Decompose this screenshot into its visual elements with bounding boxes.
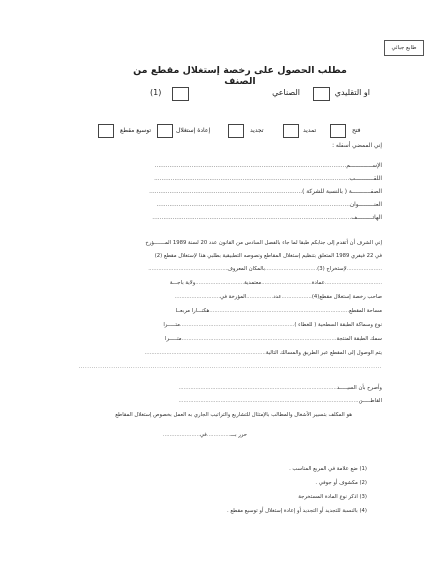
note-3: (3) اذكر نوع المادة المستخرجة	[298, 494, 367, 500]
body-line-access	[145, 350, 382, 356]
governorate-input[interactable]: .............................	[195, 280, 245, 286]
field-phone-row	[152, 215, 382, 221]
type-industrial-checkbox[interactable]	[313, 87, 330, 101]
license-holder-label: صاحب رخصة إستغلال مقطع(4)	[311, 294, 382, 300]
note-4: (4) بالنسبة للتجديد أو التجديد أو إعادة إستغلال أو توسيع مقطع .	[226, 508, 367, 514]
type-traditional-checkbox[interactable]	[172, 87, 189, 101]
body-line-dwelling	[178, 398, 382, 404]
body-line-deposit	[165, 336, 382, 342]
extract-label: لإستخراج (3)	[317, 266, 347, 272]
body-line-1: إني الشرف أن أتقدم إلى جنابكم طبقا لما جاء بالفصل السادس من القانون عدد 20 لسنة 1989 المـــــــؤرخ	[145, 240, 382, 246]
body-line-access-2	[78, 364, 382, 370]
extract-input[interactable]: ...............................	[264, 266, 318, 272]
number-input[interactable]: ................	[246, 294, 274, 300]
dwelling-label: القاطـــــن	[358, 398, 382, 404]
license-holder-input[interactable]: ..................	[281, 294, 312, 300]
field-surname-row	[154, 176, 382, 182]
license-type-row	[130, 84, 370, 102]
area-unit: هكتـــارا مربعــا	[175, 308, 210, 314]
field-capacity-label: الصفـــــــــــة ( بالنسبة للشركة )	[302, 189, 382, 195]
option-opening-checkbox[interactable]	[330, 124, 346, 138]
deposit-unit: متـــــرا	[165, 336, 182, 342]
access-input-2[interactable]: ...........................................................................................................................................	[78, 364, 382, 370]
field-phone-label: الهاتـــــــــف	[351, 215, 382, 221]
field-surname-label: اللقـــــــــــب	[349, 176, 382, 182]
option-extension-label: تمديد	[303, 127, 317, 134]
body-line-declare	[179, 385, 382, 391]
governorate-label: ولاية باجـــة	[169, 280, 196, 286]
field-phone-input[interactable]: ............................................................................................................	[152, 215, 352, 221]
body-line-layer	[163, 322, 382, 328]
area-input[interactable]: ...................................................................................	[209, 308, 350, 314]
field-surname-input[interactable]: ..........................................................................................................	[154, 176, 350, 182]
fiscal-stamp-box: طابع جبائي	[384, 40, 424, 56]
imada-input[interactable]: ..................................	[324, 280, 382, 286]
intro-text: إني الممضي أسفله :	[332, 143, 382, 149]
declare-label: وأصرح بأن السيـــــد	[336, 385, 382, 391]
access-input[interactable]: ........................................................................	[144, 350, 266, 356]
form-title: مطلب الحصول على رخصة إستغلال مقطع من الصنف	[133, 65, 347, 87]
layer-input[interactable]: ....................................................................	[179, 322, 295, 328]
option-opening-label: فتح	[352, 127, 361, 134]
done-at-input[interactable]: ..............	[206, 432, 231, 438]
body-line-3: .....................لإستخراج (3)...............................بالمكان المعروف...............................................	[148, 266, 382, 272]
deposit-label: سمك الطبقة المنتجة	[336, 336, 382, 342]
note-1: (1) ضع علامة في المربع المناسب .	[289, 466, 367, 472]
dated-label: المؤرخة في	[220, 294, 247, 300]
field-capacity-row	[149, 189, 382, 195]
field-name-row	[155, 163, 382, 169]
option-renewal-label: تجديد	[250, 127, 264, 134]
date-input[interactable]: ......................	[162, 432, 200, 438]
layer-label: نوع وسماكة الطبقة السطحية ( للغطاء )	[294, 322, 382, 328]
note-2: (2) مكشوف أو جوفي .	[315, 480, 367, 486]
option-renewal-checkbox[interactable]	[228, 124, 244, 138]
option-reexploitation-checkbox[interactable]	[157, 124, 173, 138]
type-footnote-ref: (1)	[150, 88, 162, 97]
body-line-commit: هو المكلف بتسيير الأشغال والمطالب بالإمتثال للتشاريع والتراتيب الجاري به العمل بخصوص إستغلال المقاطع	[115, 412, 352, 418]
place-input[interactable]: ...............................................	[148, 266, 228, 272]
deposit-input[interactable]: ............................................................................................	[181, 336, 337, 342]
place-label: بالمكان المعروف	[227, 266, 265, 272]
signature-line	[163, 432, 247, 438]
body-line-5	[175, 294, 382, 300]
field-capacity-input[interactable]: ...................................................................................	[149, 189, 303, 195]
field-address-row	[156, 202, 382, 208]
field-name-label: الإســـــــــــــم	[346, 163, 382, 169]
field-address-label: العنـــــــــوان	[349, 202, 382, 208]
area-label: مساحة المقطع	[349, 308, 382, 314]
access-label: يتم الوصول إلى المقطع عبر الطريق والمسالك التالية	[265, 350, 382, 356]
dated-input[interactable]: ...........................	[174, 294, 221, 300]
imada-label: عمادة	[311, 280, 325, 286]
field-address-input[interactable]: .........................................................................................................	[156, 202, 350, 208]
declare-input[interactable]: ..............................................................................................	[178, 385, 337, 391]
field-name-input[interactable]: ........................................................................................................	[154, 163, 347, 169]
dwelling-input[interactable]: ...........................................................................................................	[178, 398, 359, 404]
body-line-area	[175, 308, 382, 314]
date-in-label: في	[199, 432, 207, 438]
type-traditional-label: او التقليدي	[334, 88, 370, 97]
delegation-input[interactable]: ..............................	[261, 280, 312, 286]
option-expansion-checkbox[interactable]	[98, 124, 114, 138]
type-industrial-label: الصناعي	[272, 88, 300, 97]
done-at-label: حرر بـــ	[230, 432, 247, 438]
option-expansion-label: توسيع مقطع	[120, 127, 152, 134]
delegation-label: معتمدية	[244, 280, 262, 286]
body-line-2: في 22 فيفري 1989 المتعلق بتنظيم إستغلال المقاطع ونصوصه التطبيقية بطلبي هذا لإستغلال مقطع (2)	[154, 253, 382, 259]
option-reexploitation-label: إعادة إستغلال	[176, 127, 211, 134]
number-label: عدد	[273, 294, 282, 300]
option-extension-checkbox[interactable]	[283, 124, 299, 138]
body-line-4	[170, 280, 382, 286]
layer-unit: متـــــرا	[163, 322, 180, 328]
